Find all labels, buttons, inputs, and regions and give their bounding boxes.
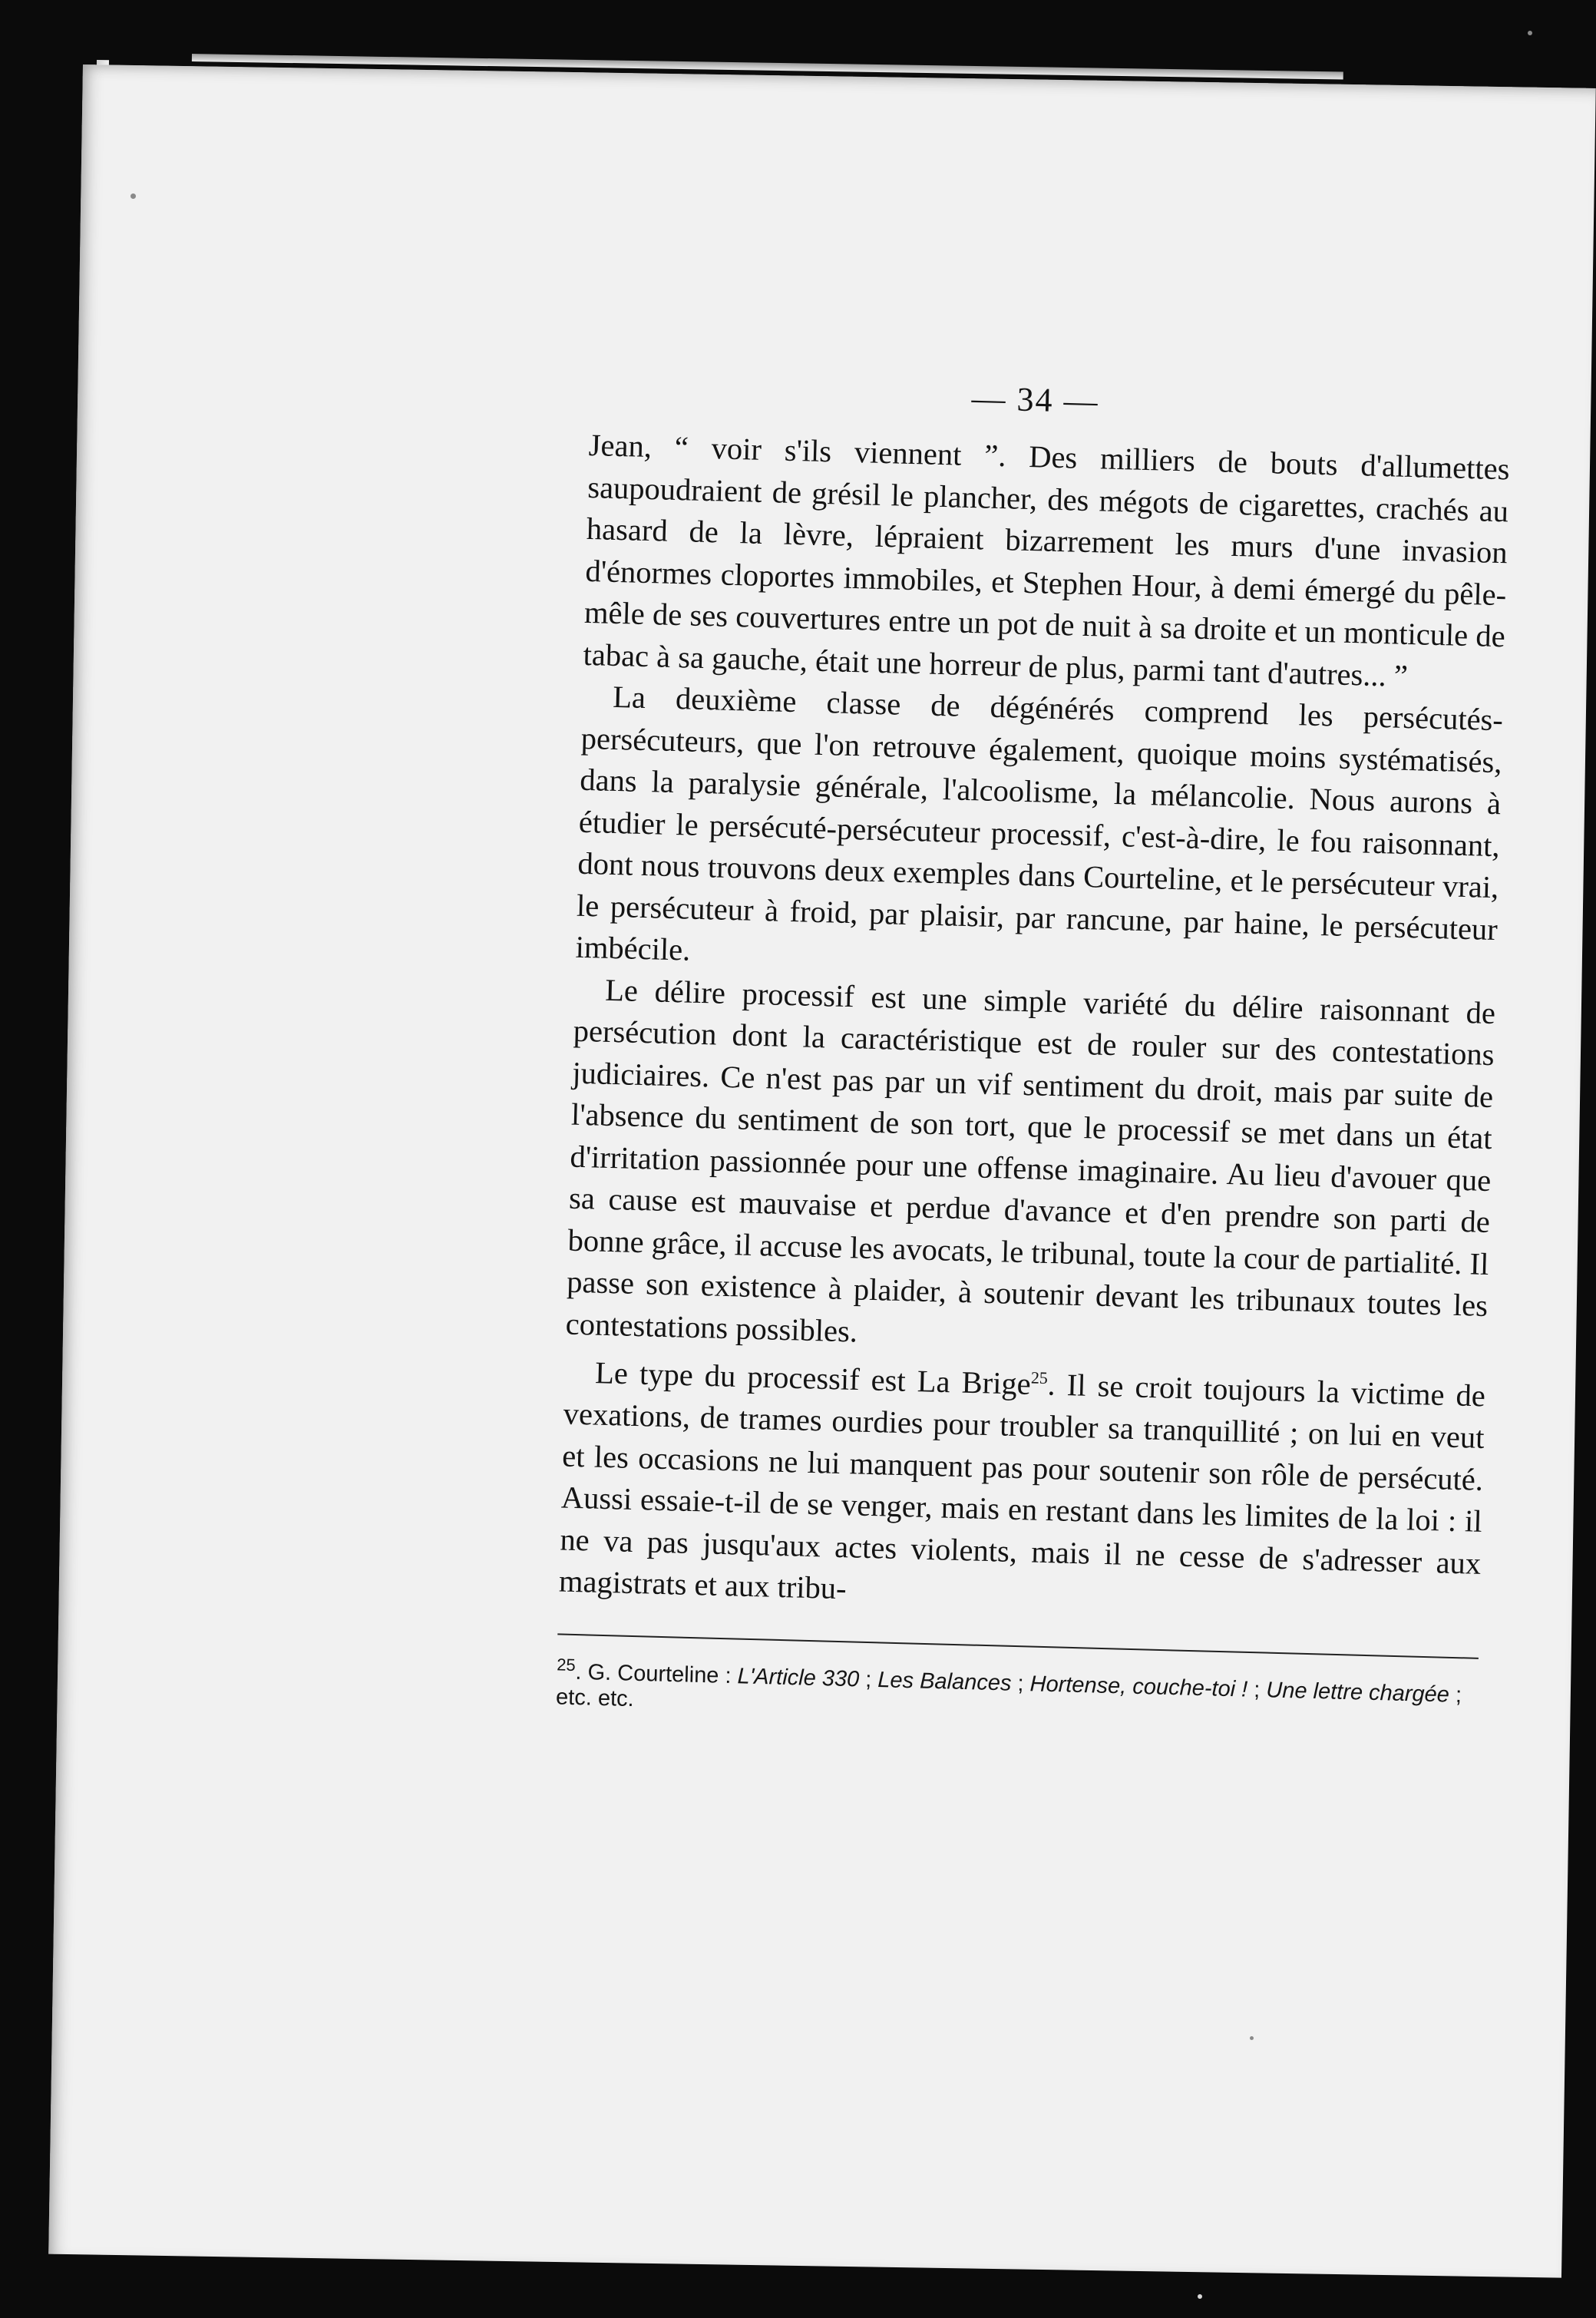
- footnote-work-4: Une lettre chargée: [1265, 1677, 1450, 1708]
- paragraph-2: La deuxième classe de dégénérés comprend les persécutés-persécuteurs, que l'on retrouve également, quoique moins systématisés, dans la paralysie générale, l'alcoolisme, la mélancolie. Nous aurons à étudier le persécuté-persécuteur processif, c'est-à-dire, le fou raisonnant, dont nous trouvons deux exemples dans Courteline, et le persécuteur vrai, le persécuteur à froid, par plaisir, par rancune, par haine, le persécuteur imbécile.: [575, 679, 1504, 967]
- footnote-sep-1: ;: [858, 1666, 878, 1692]
- footnote-sep-2: ;: [1011, 1671, 1031, 1696]
- paragraph-4-start: Le type du processif est La Brige: [594, 1355, 1032, 1401]
- paragraph-4-rest: . Il se croit toujours la victime de vexations, de trames ourdies pour troubler sa tranquillité ; on lui en veut et les occasions ne lui manquent pas pour soutenir son rôle de persécuté. Aussi essaie-t-il de se venger, mais en restant dans les limites de la loi : il ne va pas jusqu'aux actes violents, mais il ne cesse de s'adresser aux magistrats et aux tribu-: [558, 1367, 1486, 1606]
- footnote-work-2: Les Balances: [877, 1667, 1012, 1696]
- paragraph-1: Jean, “ voir s'ils viennent ”. Des milliers de bouts d'allumettes saupoudraient de grésil le plancher, des mégots de cigarettes, crachés au hasard de la lèvre, lépraient bizarrement les murs d'une invasion d'énormes cloportes immobiles, et Stephen Hour, à demi émergé du pêle-mêle de ses couvertures entre un pot de nuit à sa droite et un monticule de tabac à sa gauche, était une horreur de plus, parmi tant d'autres... ”: [583, 427, 1511, 693]
- footnote-tail: ; etc. etc.: [555, 1682, 1462, 1712]
- footnote-work-3: Hortense, couche-toi !: [1029, 1671, 1248, 1702]
- body-text: [558, 425, 1510, 1626]
- footnote-number: 25: [556, 1654, 577, 1675]
- footnote-sep-3: ;: [1247, 1677, 1267, 1702]
- dust-speck: [1198, 2294, 1202, 2299]
- footnote-author: . G. Courteline :: [575, 1659, 732, 1688]
- dust-speck: [1250, 2036, 1254, 2040]
- paragraph-4: [558, 1345, 1485, 1627]
- dust-speck: [131, 193, 136, 199]
- footnote-work-1: L'Article 330: [737, 1663, 860, 1691]
- footnote-reference: 25: [1030, 1367, 1049, 1388]
- dust-speck: [1528, 31, 1532, 35]
- page-number: — 34 —: [970, 379, 1100, 421]
- page-content: [556, 353, 1512, 1734]
- paragraph-3: Le délire processif est une simple variété du délire raisonnant de persécution dont la caractéristique est de rouler sur des contestations judiciaires. Ce n'est pas par un vif sentiment du droit, mais par suite de l'absence du sentiment de son tort, que le processif se met dans un état d'irritation passionnée pour une offense imaginaire. Au lieu d'avouer que sa cause est mauvaise et perdue d'avance et d'en prendre son parti de bonne grâce, il accuse les avocats, le tribunal, toute la cour de partialité. Il passe son existence à plaider, à soutenir devant les tribunaux toutes les contestations possibles.: [565, 972, 1496, 1349]
